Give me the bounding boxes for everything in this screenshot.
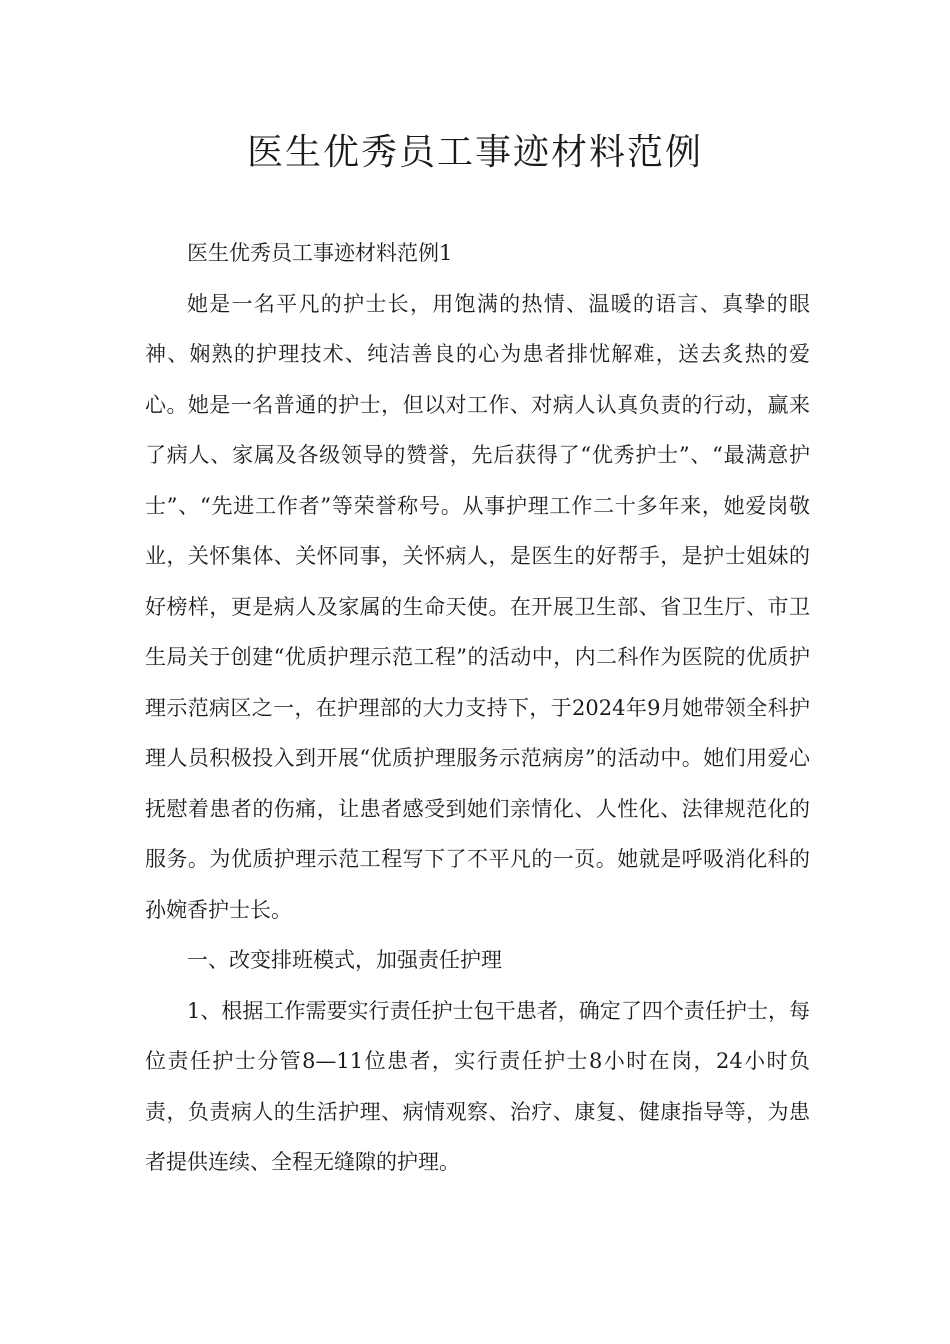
document-body: [145, 228, 810, 1188]
body-paragraph: 她是一名平凡的护士长，用饱满的热情、温暖的语言、真挚的眼神、娴熟的护理技术、纯洁善良的心为患者排忧解难，送去炙热的爱心。她是一名普通的护士，但以对工作、对病人认真负责的行动，赢来了病人、家属及各级领导的赞誉，先后获得了“优秀护士”、“最满意护士”、“先进工作者”等荣誉称号。从事护理工作二十多年来，她爱岗敬业，关怀集体、关怀同事，关怀病人，是医生的好帮手，是护士姐妹的好榜样，更是病人及家属的生命天使。在开展卫生部、省卫生厅、市卫生局关于创建“优质护理示范工程”的活动中，内二科作为医院的优质护理示范病区之一，在护理部的大力支持下，于2024年9月她带领全科护理人员积极投入到开展“优质护理服务示范病房”的活动中。她们用爱心抚慰着患者的伤痛，让患者感受到她们亲情化、人性化、法律规范化的服务。为优质护理示范工程写下了不平凡的一页。她就是呼吸消化科的孙婉香护士长。: [145, 291, 810, 922]
subsection-heading: 一、改变排班模式，加强责任护理: [187, 948, 502, 972]
document-title: 医生优秀员工事迹材料范例: [246, 132, 703, 173]
body-paragraph: 1、根据工作需要实行责任护士包干患者，确定了四个责任护士，每位责任护士分管8—11位患者，实行责任护士8小时在岗，24小时负责，负责病人的生活护理、病情观察、治疗、康复、健康指导等，为患者提供连续、全程无缝隙的护理。: [145, 998, 810, 1174]
section-heading: 医生优秀员工事迹材料范例1: [187, 241, 453, 265]
